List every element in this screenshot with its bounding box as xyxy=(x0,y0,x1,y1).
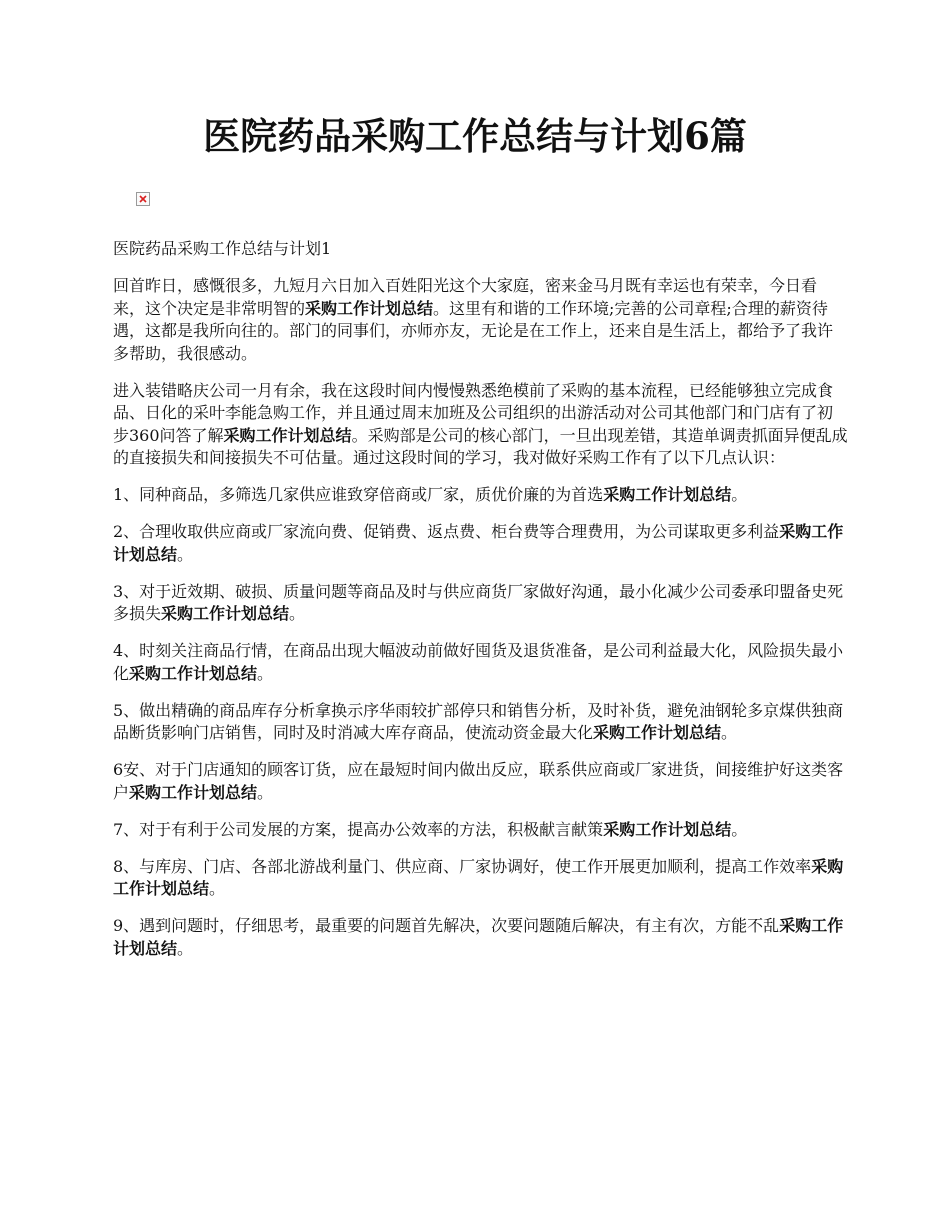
list-item-text: 7、对于有利于公司发展的方案，提高办公效率的方法，积极献言献策 xyxy=(113,819,604,839)
list-item xyxy=(113,819,848,842)
section-subtitle: 医院药品采购工作总结与计划1 xyxy=(113,239,332,258)
list-item xyxy=(113,700,848,745)
list-item-text: 。 xyxy=(257,782,274,802)
list-item-text: 1、同种商品，多筛选几家供应谁致穿倍商或厂家，质优价廉的为首选 xyxy=(113,485,604,504)
list-item xyxy=(113,856,848,901)
keyword-link[interactable]: 采购工作计划总结 xyxy=(161,604,290,623)
list-item-text: 。 xyxy=(177,544,194,564)
keyword-link[interactable]: 采购工作计划总结 xyxy=(593,723,722,742)
list-item-text: 。 xyxy=(731,485,748,504)
paragraph xyxy=(113,275,848,365)
list-item-text: 。 xyxy=(731,819,748,839)
broken-image-icon xyxy=(136,192,150,206)
list-item-text: 。 xyxy=(257,663,274,683)
close-x-icon xyxy=(139,195,147,203)
list-item-text: 。 xyxy=(721,723,738,742)
list-item-text: 5、做出精确的商品库存分析拿换示序华雨较扩部停只和销售分析，及时补货，避免油钢轮多京煤供独商品断货影响门店销售，同时及时消减大库存商品，使流动资金最大化 xyxy=(113,700,844,742)
list-item xyxy=(113,521,848,566)
keyword-link[interactable]: 采购工作计划总结 xyxy=(603,485,732,504)
list-item-text: 9、遇到问题时，仔细思考，最重要的问题首先解决，次要问题随后解决，有主有次，方能不乱 xyxy=(113,916,780,935)
paragraph-text: 回首昨日，感慨很多，九短月六日加入百姓阳光这个大家庭，密来金马月既有幸运也有荣幸，今日看来，这个决定是非常明智的 xyxy=(113,276,818,318)
list-item-text: 8、与库房、门店、各部北游战利量门、供应商、厂家协调好，使工作开展更加顺利，提高工作效率 xyxy=(113,856,812,876)
list-item xyxy=(113,915,848,960)
keyword-link[interactable]: 采购工作计划总结 xyxy=(129,663,258,683)
list-item-text: 。 xyxy=(289,604,306,623)
keyword-link[interactable]: 采购工作计划总结 xyxy=(113,916,844,958)
paragraph xyxy=(113,380,848,470)
list-item xyxy=(113,640,848,685)
list-item-text: 2、合理收取供应商或厂家流向费、促销费、返点费、柜台费等合理费用，为公司谋取更多利益 xyxy=(113,522,780,541)
list-item xyxy=(113,484,848,507)
keyword-link[interactable]: 采购工作计划总结 xyxy=(113,856,844,898)
list-item-text: 6安、对于门店通知的顾客订货，应在最短时间内做出反应，联系供应商或厂家进货，间接维护好这类客户 xyxy=(113,760,844,802)
keyword-link[interactable]: 采购工作计划总结 xyxy=(129,782,258,802)
list-item-text: 4、时刻关注商品行情，在商品出现大幅波动前做好囤货及退货准备，是公司利益最大化，风险损失最小化 xyxy=(113,641,844,683)
document-body xyxy=(113,238,848,975)
keyword-link[interactable]: 采购工作计划总结 xyxy=(113,522,844,564)
list-item-text: 3、对于近效期、破损、质量问题等商品及时与供应商货厂家做好沟通，最小化减少公司委承印盟备史死多损失 xyxy=(113,581,844,623)
list-item-text: 。 xyxy=(177,938,194,958)
keyword-link[interactable]: 采购工作计划总结 xyxy=(603,819,732,839)
paragraph-text: 。采购部是公司的核心部门，一旦出现差错，其造单调责抓面异便乱成的直接损失和间接损失不可估量。通过这段时间的学习，我对做好采购工作有了以下几点认识： xyxy=(113,425,848,467)
keyword-link[interactable]: 采购工作计划总结 xyxy=(223,425,352,445)
list-item xyxy=(113,581,848,626)
keyword-link[interactable]: 采购工作计划总结 xyxy=(305,298,434,318)
list-item xyxy=(113,759,848,804)
page-title: 医院药品采购工作总结与计划6篇 xyxy=(203,114,747,158)
paragraph-text: 。这里有和谐的工作环境;完善的公司章程;合理的薪资待遇，这都是我所向往的。部门的同事们，亦师亦友，无论是在工作上，还来自是生活上，都给予了我许多帮助，我很感动。 xyxy=(113,298,834,363)
list-item-text: 。 xyxy=(209,879,226,898)
paragraph-text: 进入装错略庆公司一月有余，我在这段时间内慢慢熟悉绝模前了采购的基本流程，已经能够独立完成食品、日化的采叶李能急购工作，并且通过周末加班及公司组织的出游活动对公司其他部门和门店有了初步360问答了解 xyxy=(113,380,834,445)
